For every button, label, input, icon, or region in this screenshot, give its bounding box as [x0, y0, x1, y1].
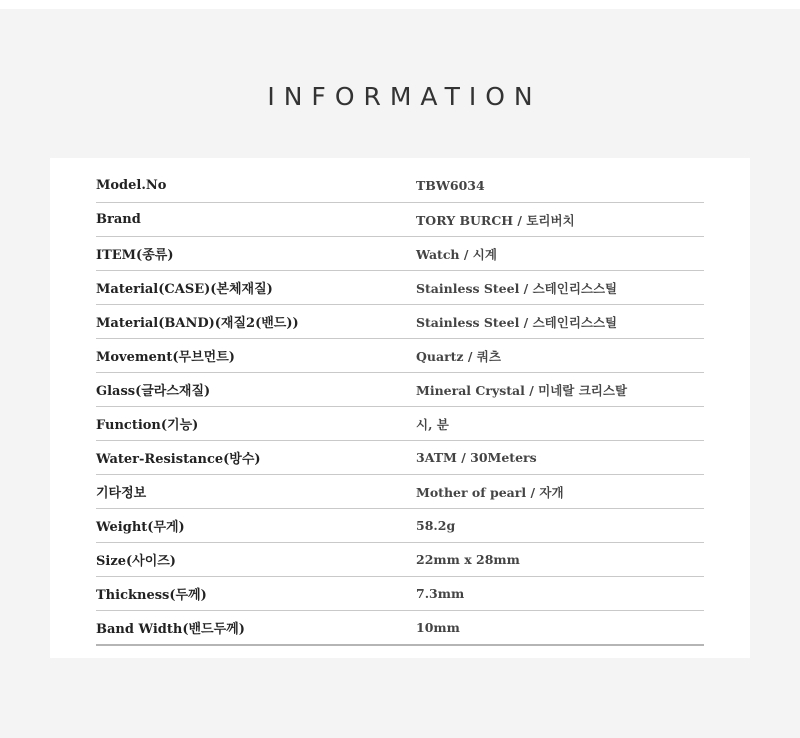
row-value: 시, 분: [416, 416, 449, 432]
row-value: 3ATM / 30Meters: [416, 450, 537, 465]
row-value: TORY BURCH / 토리버치: [416, 212, 575, 228]
row-label: Weight(무게): [96, 520, 185, 535]
info-card: [50, 158, 750, 658]
row-label: Model.No: [96, 178, 167, 193]
row-label: ITEM(종류): [96, 248, 174, 263]
table-row: [96, 475, 704, 509]
row-label: Brand: [96, 212, 141, 227]
page-title: INFORMATION: [267, 82, 542, 111]
row-value: 7.3mm: [416, 586, 465, 601]
row-label: 기타정보: [96, 486, 147, 501]
table-row: [96, 169, 704, 203]
row-label: Size(사이즈): [96, 554, 176, 569]
info-table: [96, 169, 704, 646]
table-row: [96, 441, 704, 475]
row-label: Material(BAND)(재질2(밴드)): [96, 316, 299, 331]
row-value: Watch / 시계: [416, 246, 497, 262]
row-value: 10mm: [416, 620, 460, 635]
row-value: 22mm x 28mm: [416, 552, 520, 567]
row-value: Mineral Crystal / 미네랄 크리스탈: [416, 382, 628, 398]
row-label: Thickness(두께): [96, 588, 207, 603]
row-value: Quartz / 쿼츠: [416, 348, 501, 364]
table-row: [96, 543, 704, 577]
row-label: Band Width(밴드두께): [96, 622, 245, 637]
row-label: Glass(글라스재질): [96, 384, 211, 399]
row-value: Stainless Steel / 스테인리스스틸: [416, 280, 618, 296]
table-row: [96, 271, 704, 305]
row-value: Mother of pearl / 자개: [416, 484, 564, 500]
row-value: 58.2g: [416, 518, 456, 533]
row-label: Material(CASE)(본체재질): [96, 282, 273, 297]
row-value: Stainless Steel / 스테인리스스틸: [416, 314, 618, 330]
table-row: [96, 407, 704, 441]
row-label: Movement(무브먼트): [96, 350, 235, 365]
table-row: [96, 611, 704, 646]
table-row: [96, 237, 704, 271]
table-row: [96, 509, 704, 543]
table-row: [96, 373, 704, 407]
table-row: [96, 577, 704, 611]
row-label: Function(기능): [96, 418, 199, 433]
table-row: [96, 305, 704, 339]
row-value: TBW6034: [416, 178, 485, 193]
row-label: Water-Resistance(방수): [96, 452, 261, 467]
table-row: [96, 339, 704, 373]
table-row: [96, 203, 704, 237]
